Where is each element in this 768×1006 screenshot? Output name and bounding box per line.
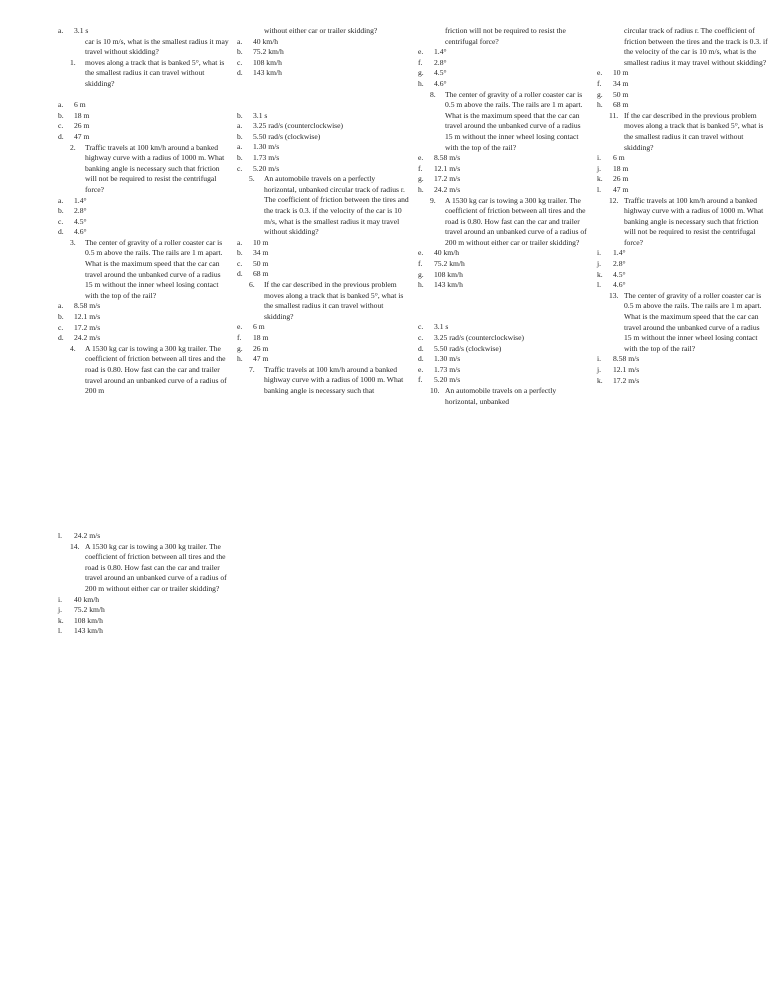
answer-choice [58, 616, 230, 627]
answer-text: 2.8° [434, 57, 447, 67]
spacer [418, 312, 590, 323]
question [58, 542, 230, 595]
answer-letter: l. [597, 280, 602, 290]
answer-letter: g. [418, 68, 424, 78]
column-3 [418, 26, 590, 407]
answer-choice [237, 132, 409, 143]
answer-choice [58, 626, 230, 637]
answer-choice [418, 68, 590, 79]
question-text: A 1530 kg car is towing a 300 kg trailer. The coefficient of friction between all tires and the road is 0.80. How fast can the car and trailer travel around an unbanked curve of a radius of 200 m without either car or trailer skidding? [445, 195, 587, 247]
answer-text: 47 m [74, 131, 90, 141]
question [237, 174, 409, 238]
question-text: moves along a track that is banked 5°, what is the smallest radius it can travel without skidding? [85, 57, 225, 88]
answer-choice [58, 312, 230, 323]
answer-text: 24.2 m/s [74, 531, 101, 540]
answer-text: 50 m [613, 89, 629, 99]
question-text: An automobile travels on a perfectly horizontal, unbanked circular track of radius r. The coefficient of friction between the tires and the track is 0.3. if the velocity of the car is 10 m/s, what is the smallest radius it may travel without skidding? [264, 174, 409, 237]
answer-choice [58, 206, 230, 217]
question-text: If the car described in the previous problem moves along a track that is banked 5°, what is the smallest radius it can travel without skidding? [624, 110, 764, 152]
answer-letter: h. [418, 280, 424, 290]
answer-text: 143 km/h [74, 626, 103, 636]
answer-text: 1.4° [613, 248, 626, 258]
answer-letter: h. [418, 184, 424, 194]
answer-text: 8.58 m/s [613, 354, 640, 364]
question-number: 7. [249, 364, 255, 374]
answer-choice [418, 270, 590, 281]
question [58, 238, 230, 302]
answer-letter: f. [597, 78, 602, 88]
answer-choice [237, 344, 409, 355]
answer-letter: g. [237, 343, 243, 353]
answer-letter: i. [597, 354, 602, 364]
answer-letter: d. [237, 269, 243, 279]
answer-choice [418, 354, 590, 365]
answer-text: 17.2 m/s [613, 375, 640, 385]
answer-letter: a. [58, 26, 64, 35]
answer-choice [418, 174, 590, 185]
answer-letter: b. [237, 131, 243, 141]
answer-text: 68 m [613, 100, 629, 110]
answer-text: 5.50 rad/s (clockwise) [434, 343, 502, 353]
answer-choice [418, 248, 590, 259]
answer-letter: b. [58, 312, 64, 322]
answer-letter: b. [58, 110, 64, 120]
answer-text: 4.5° [434, 68, 447, 78]
answer-text: 17.2 m/s [74, 322, 101, 332]
question-text: A 1530 kg car is towing a 300 kg trailer. The coefficient of friction between all tires and the road is 0.80. How fast can the car and trailer travel around an unbanked curve of a radius of 200 m [85, 343, 227, 396]
question [58, 37, 230, 58]
answer-letter: a. [237, 142, 243, 152]
answer-letter: a. [237, 121, 243, 131]
answer-choice [418, 153, 590, 164]
question [597, 291, 768, 355]
question-text: without either car or trailer skidding? [264, 26, 378, 35]
answer-letter: a. [58, 195, 64, 205]
answer-text: 68 m [253, 269, 269, 279]
answer-letter: c. [58, 322, 64, 332]
answer-letter: k. [58, 615, 64, 625]
answer-letter: h. [597, 100, 603, 110]
answer-text: 24.2 m/s [434, 184, 461, 194]
answer-letter: j. [597, 259, 602, 269]
answer-letter: a. [237, 237, 243, 247]
spacer [418, 291, 590, 312]
answer-letter: a. [58, 301, 64, 311]
answer-choice [237, 269, 409, 280]
answer-text: 2.8° [613, 259, 626, 269]
answer-letter: f. [418, 259, 423, 269]
answer-text: 1.73 m/s [253, 152, 280, 162]
answer-text: 5.50 rad/s (clockwise) [253, 131, 321, 141]
column-4 [597, 26, 768, 386]
answer-letter: j. [597, 365, 602, 374]
answer-letter: e. [418, 153, 424, 163]
question [597, 196, 768, 249]
answer-letter: g. [418, 174, 424, 184]
answer-text: 8.58 m/s [434, 153, 461, 163]
answer-text: 3.25 rad/s (counterclockwise) [253, 121, 344, 131]
answer-choice [597, 90, 768, 101]
answer-letter: g. [418, 269, 424, 279]
answer-text: 1.4° [74, 195, 87, 205]
answer-letter: d. [237, 68, 243, 78]
column-1 [58, 26, 230, 397]
question-number: 2. [70, 142, 76, 152]
answer-choice [58, 100, 230, 111]
answer-choice [418, 185, 590, 196]
answer-choice [237, 142, 409, 153]
answer-choice [237, 37, 409, 48]
answer-choice [58, 595, 230, 606]
answer-text: 108 km/h [253, 57, 282, 67]
answer-choice [237, 248, 409, 259]
question-text: Traffic travels at 100 km/h around a banked highway curve with a radius of 1000 m. What banking angle is necessary such that [264, 364, 404, 395]
answer-choice [597, 100, 768, 111]
answer-text: 17.2 m/s [434, 174, 461, 184]
question-number: 11. [609, 110, 619, 120]
answer-text: 4.6° [613, 280, 626, 290]
answer-text: 26 m [613, 174, 629, 184]
answer-text: 4.5° [74, 216, 87, 226]
answer-choice [58, 227, 230, 238]
answer-text: 40 km/h [253, 36, 279, 46]
answer-letter: c. [418, 333, 424, 343]
answer-letter: i. [58, 594, 63, 604]
question [418, 26, 590, 47]
answer-letter: f. [418, 163, 423, 173]
answer-choice [237, 47, 409, 58]
answer-choice [418, 47, 590, 58]
answer-choice [58, 196, 230, 207]
answer-choice [597, 185, 768, 196]
answer-choice [418, 333, 590, 344]
answer-letter: b. [237, 152, 243, 162]
answer-text: 3.1 s [74, 26, 89, 35]
answer-choice [418, 344, 590, 355]
question [418, 196, 590, 249]
answer-choice [237, 164, 409, 175]
spacer [237, 79, 409, 100]
answer-choice [237, 354, 409, 365]
answer-choice [418, 259, 590, 270]
answer-text: 12.1 m/s [613, 365, 640, 374]
question [597, 111, 768, 153]
answer-text: 47 m [613, 184, 629, 194]
answer-choice [237, 121, 409, 132]
question-number: 14. [70, 541, 80, 551]
question-text: circular track of radius r. The coefficient of friction between the tires and the track is 0.3. if the velocity of the car is 10 m/s, what is the smallest radius it may travel without skidding? [624, 26, 768, 67]
answer-letter: b. [58, 206, 64, 216]
answer-text: 10 m [613, 68, 629, 78]
answer-choice [597, 354, 768, 365]
answer-letter: h. [418, 78, 424, 88]
answer-choice [237, 68, 409, 79]
answer-text: 143 km/h [253, 68, 282, 78]
answer-choice [58, 111, 230, 122]
answer-text: 4.5° [613, 269, 626, 279]
answer-letter: e. [418, 364, 424, 374]
answer-text: 1.73 m/s [434, 364, 461, 374]
question [58, 58, 230, 90]
answer-letter: k. [597, 174, 603, 184]
answer-choice [237, 322, 409, 333]
question [597, 26, 768, 68]
bottom-column [58, 531, 230, 637]
answer-text: 5.20 m/s [434, 375, 461, 385]
answer-choice [58, 217, 230, 228]
question [58, 143, 230, 196]
answer-choice [58, 531, 230, 542]
question-number: 9. [430, 195, 436, 205]
answer-text: 4.6° [74, 227, 87, 237]
answer-choice [418, 375, 590, 386]
answer-choice [58, 323, 230, 334]
answer-text: 40 km/h [74, 594, 100, 604]
answer-letter: l. [597, 184, 602, 194]
answer-letter: h. [237, 354, 243, 364]
answer-letter: b. [237, 47, 243, 57]
answer-letter: e. [237, 322, 243, 332]
answer-letter: a. [58, 100, 64, 110]
answer-choice [597, 174, 768, 185]
answer-choice [597, 68, 768, 79]
answer-letter: e. [597, 68, 603, 78]
answer-letter: c. [237, 258, 243, 268]
answer-text: 75.2 km/h [253, 47, 284, 57]
answer-text: 6 m [253, 322, 265, 332]
answer-choice [597, 248, 768, 259]
answer-choice [58, 121, 230, 132]
answer-letter: f. [237, 333, 242, 343]
answer-text: 12.1 m/s [434, 163, 461, 173]
answer-text: 1.4° [434, 47, 447, 57]
answer-text: 1.30 m/s [434, 354, 461, 364]
question-number: 13. [609, 290, 619, 300]
answer-text: 26 m [74, 121, 90, 131]
answer-text: 40 km/h [434, 248, 460, 258]
column-2 [237, 26, 409, 397]
question-number: 10. [430, 386, 440, 395]
answer-letter: c. [237, 163, 243, 173]
question-number: 12. [609, 195, 619, 205]
answer-letter: g. [597, 89, 603, 99]
answer-letter: j. [58, 605, 63, 615]
question-text: friction will not be required to resist the centrifugal force? [445, 26, 566, 46]
answer-choice [237, 58, 409, 69]
answer-text: 47 m [253, 354, 269, 364]
answer-text: 3.1 s [434, 322, 449, 332]
answer-text: 12.1 m/s [74, 312, 101, 322]
answer-text: 18 m [613, 163, 629, 173]
answer-text: 108 km/h [434, 269, 463, 279]
answer-text: 4.6° [434, 78, 447, 88]
answer-text: 75.2 km/h [434, 259, 465, 269]
answer-letter: j. [597, 163, 602, 173]
answer-choice [418, 58, 590, 69]
question-number: 8. [430, 89, 436, 99]
answer-choice [237, 333, 409, 344]
answer-letter: d. [418, 343, 424, 353]
question-text: The center of gravity of a roller coaster car is 0.5 m above the rails. The rails are 1 m apart. What is the maximum speed that the car can travel around the unbanked curve of a radius 15 m without the inner wheel losing contact with the top of the rail? [445, 89, 583, 152]
answer-text: 2.8° [74, 206, 87, 216]
answer-choice [597, 259, 768, 270]
answer-choice [597, 280, 768, 291]
answer-choice [58, 301, 230, 312]
answer-choice [418, 280, 590, 291]
question-number: 4. [70, 343, 76, 353]
answer-choice [597, 365, 768, 376]
answer-letter: l. [58, 626, 63, 636]
answer-letter: i. [597, 248, 602, 258]
answer-choice [597, 79, 768, 90]
question-text: If the car described in the previous problem moves along a track that is banked 5°, what is the smallest radius it can travel without skidding? [264, 280, 404, 321]
answer-letter: b. [237, 248, 243, 258]
answer-letter: d. [58, 227, 64, 237]
answer-choice [58, 333, 230, 344]
answer-letter: k. [597, 269, 603, 279]
answer-text: 34 m [613, 78, 629, 88]
spacer [237, 100, 409, 111]
answer-letter: e. [418, 248, 424, 258]
answer-letter: i. [597, 153, 602, 163]
question-number: 5. [249, 174, 255, 184]
question-text: car is 10 m/s, what is the smallest radius it may travel without skidding? [85, 36, 229, 57]
answer-letter: e. [418, 47, 424, 57]
answer-text: 6 m [613, 153, 625, 163]
answer-text: 10 m [253, 237, 269, 247]
answer-text: 3.25 rad/s (counterclockwise) [434, 333, 525, 343]
question-text: The center of gravity of a roller coaster car is 0.5 m above the rails. The rails are 1 m apart. What is the maximum speed that the car can travel around the unbanked curve of a radius 15 m without the inner wheel losing contact with the top of the rail? [85, 237, 223, 300]
question [237, 26, 409, 37]
answer-letter: d. [418, 354, 424, 364]
answer-choice [237, 238, 409, 249]
answer-choice [237, 111, 409, 122]
question-text: Traffic travels at 100 km/h around a banked highway curve with a radius of 1000 m. What banking angle is necessary such that friction will not be required to resist the centrifugal force? [85, 142, 225, 194]
question-text: The center of gravity of a roller coaster car is 0.5 m above the rails. The rails are 1 m apart. What is the maximum speed that the car can travel around the unbanked curve of a radius 15 m without the inner wheel losing contact with the top of the rail? [624, 290, 762, 353]
answer-letter: f. [418, 375, 423, 385]
answer-text: 108 km/h [74, 615, 103, 625]
question [418, 386, 590, 407]
question [237, 280, 409, 322]
answer-text: 18 m [253, 333, 269, 343]
answer-choice [418, 164, 590, 175]
question [237, 365, 409, 397]
question [58, 344, 230, 397]
answer-choice [597, 376, 768, 387]
answer-choice [418, 322, 590, 333]
answer-text: 26 m [253, 343, 269, 353]
answer-letter: c. [237, 57, 243, 67]
answer-letter: k. [597, 375, 603, 385]
question-number: 3. [70, 237, 76, 247]
answer-text: 75.2 km/h [74, 605, 105, 615]
answer-text: 34 m [253, 248, 269, 258]
answer-letter: a. [237, 36, 243, 46]
answer-choice [418, 365, 590, 376]
answer-letter: d. [58, 131, 64, 141]
question-number: 1. [70, 57, 76, 67]
answer-text: 50 m [253, 258, 269, 268]
answer-choice [58, 605, 230, 616]
answer-letter: f. [418, 57, 423, 67]
answer-text: 18 m [74, 110, 90, 120]
answer-choice [418, 79, 590, 90]
answer-choice [237, 259, 409, 270]
answer-text: 6 m [74, 100, 86, 110]
answer-letter: d. [58, 333, 64, 343]
answer-text: 8.58 m/s [74, 301, 101, 311]
answer-choice [237, 153, 409, 164]
answer-letter: l. [58, 531, 63, 540]
question-text: A 1530 kg car is towing a 300 kg trailer. The coefficient of friction between all tires and the road is 0.80. How fast can the car and trailer travel around an unbanked curve of a radius of 200 m without either car or trailer skidding? [85, 541, 227, 593]
question-text: An automobile travels on a perfectly horizontal, unbanked [445, 386, 557, 406]
answer-choice [597, 153, 768, 164]
answer-choice [597, 270, 768, 281]
answer-letter: c. [58, 216, 64, 226]
question [418, 90, 590, 154]
answer-text: 5.20 m/s [253, 163, 280, 173]
answer-text: 24.2 m/s [74, 333, 101, 343]
answer-letter: b. [237, 110, 243, 120]
answer-choice [58, 132, 230, 143]
question-number: 6. [249, 280, 255, 290]
answer-letter: c. [418, 322, 424, 332]
answer-letter: c. [58, 121, 64, 131]
question-text: Traffic travels at 100 km/h around a banked highway curve with a radius of 1000 m. What banking angle is necessary such that friction will not be required to resist the centrifugal force? [624, 195, 764, 247]
answer-choice [58, 26, 230, 37]
answer-text: 143 km/h [434, 280, 463, 290]
spacer [58, 90, 230, 101]
answer-text: 3.1 s [253, 110, 268, 120]
answer-choice [597, 164, 768, 175]
answer-text: 1.30 m/s [253, 142, 280, 152]
